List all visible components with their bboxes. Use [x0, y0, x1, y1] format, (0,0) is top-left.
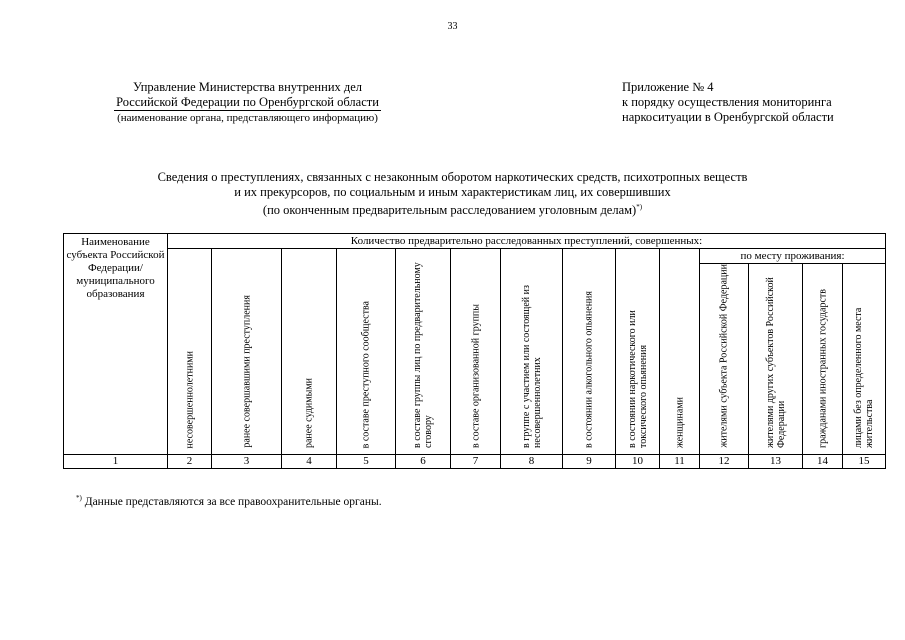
column-number: 10: [616, 455, 660, 469]
column-number: 3: [212, 455, 282, 469]
title-line-2: и их прекурсоров, по социальным и иным характеристикам лиц, их совершивших: [234, 185, 671, 199]
organization-line-2: Российской Федерации по Оренбургской области: [116, 95, 379, 109]
footnote-text: Данные представляются за все правоохранительные органы.: [84, 495, 382, 508]
crimes-count-header: Количество предварительно расследованных преступлений, совершенных:: [168, 234, 886, 249]
column-number: 13: [749, 455, 803, 469]
footnote-mark: *): [76, 494, 82, 502]
document-title: [0, 170, 905, 218]
appendix-line-1: Приложение № 4: [622, 80, 714, 94]
region-name-header: Наименование субъекта Российской Федерации/ муниципального образования: [64, 234, 168, 455]
column-header-9: в состоянии наркотического или токсического опьянения: [616, 249, 660, 455]
title-line-3: (по оконченным предварительным расследованием уголовным делам): [262, 203, 637, 218]
column-header-3: ранее судимыми: [282, 249, 337, 455]
footnote: [76, 494, 382, 508]
column-number: 12: [700, 455, 749, 469]
residence-column-header-3: гражданами иностранных государств: [803, 264, 843, 455]
appendix-header: [622, 80, 892, 125]
column-number: 9: [563, 455, 616, 469]
column-header-2: ранее совершавшими преступления: [212, 249, 282, 455]
appendix-line-2: к порядку осуществления мониторинга: [622, 95, 832, 109]
column-number: 14: [803, 455, 843, 469]
title-line-1: Сведения о преступлениях, связанных с незаконным оборотом наркотических средств, психотропных веществ: [157, 170, 748, 184]
column-header-10: женщинами: [660, 249, 700, 455]
column-header-1: несовершеннолетними: [168, 249, 212, 455]
residence-column-header-2: жителями других субъектов Российской Федерации: [749, 264, 803, 455]
column-number: 6: [396, 455, 451, 469]
column-header-5: в составе группы лиц по предварительному сговору: [396, 249, 451, 455]
column-header-4: в составе преступного сообщества: [337, 249, 396, 455]
column-number: 5: [337, 455, 396, 469]
organization-header: [60, 80, 435, 126]
column-numbers-row: [64, 455, 886, 469]
column-number: 11: [660, 455, 700, 469]
column-header-7: в группе с участием или состоящей из несовершеннолетних: [501, 249, 563, 455]
column-number: 15: [843, 455, 886, 469]
residence-column-header-1: жителями субъекта Российской Федерации: [700, 264, 749, 455]
column-number: 8: [501, 455, 563, 469]
column-number: 2: [168, 455, 212, 469]
page-number: 33: [447, 21, 458, 32]
column-header-8: в состоянии алкогольного опьянения: [563, 249, 616, 455]
statistics-table: [63, 233, 886, 469]
residence-header: по месту проживания:: [700, 249, 886, 264]
title-footnote-mark: *): [636, 203, 643, 211]
column-number: 7: [451, 455, 501, 469]
organization-caption: (наименование органа, представляющего информацию): [117, 112, 378, 124]
residence-column-header-4: лицами без определенного места жительства: [843, 264, 886, 455]
organization-line-1: Управление Министерства внутренних дел: [132, 80, 363, 94]
column-number: 4: [282, 455, 337, 469]
column-number: 1: [64, 455, 168, 469]
appendix-line-3: наркоситуации в Оренбургской области: [622, 110, 834, 124]
column-header-6: в составе организованной группы: [451, 249, 501, 455]
